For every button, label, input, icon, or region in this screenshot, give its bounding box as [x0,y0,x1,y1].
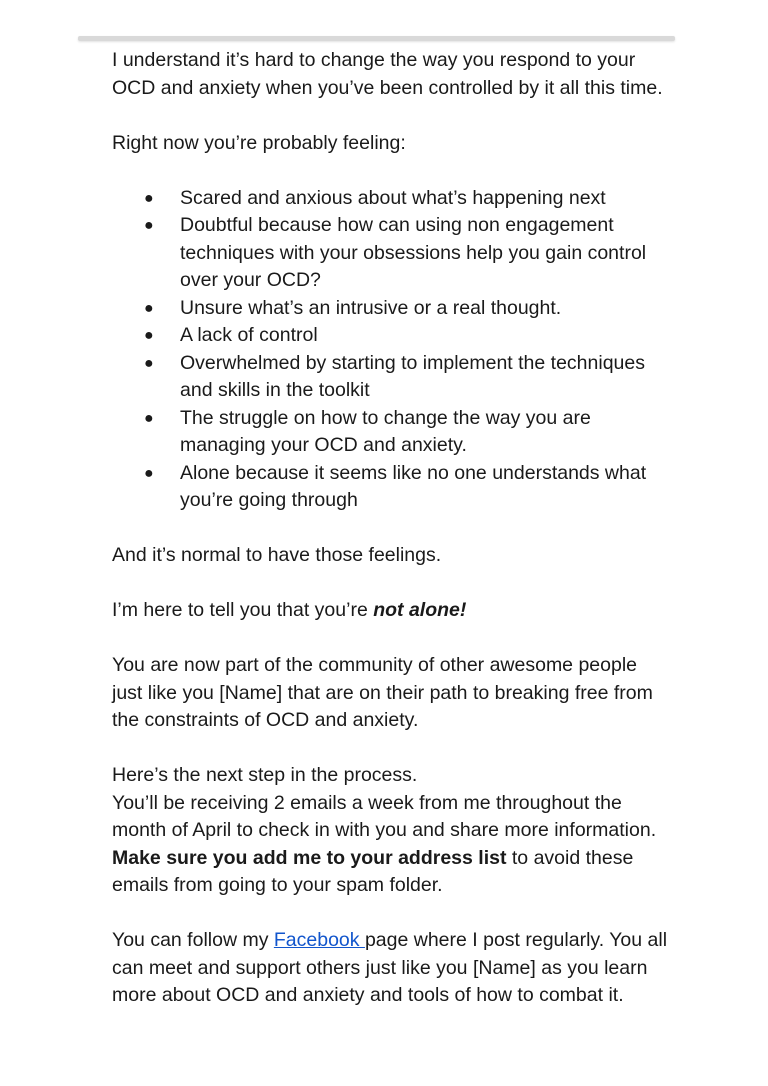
email-body [112,47,672,1010]
intro-paragraph: I understand it’s hard to change the way you respond to your OCD and anxiety when you’ve been controlled by it all this time. [112,49,663,99]
list-item: ● Unsure what’s an intrusive or a real thought. [112,295,672,323]
bullet-icon: ● [144,299,154,317]
list-item: ● Scared and anxious about what’s happening next [112,185,672,213]
bullet-icon: ● [144,327,154,344]
bullet-icon: ● [144,189,154,207]
list-item: ● Doubtful because how can using non engagement techniques with your obsessions help you gain control over your OCD? [144,214,647,291]
facebook-link[interactable]: Facebook [273,929,365,951]
community-paragraph: You are now part of the community of other awesome people just like you [Name] that are on their path to breaking free from the constraints of OCD and anxiety. [112,654,653,731]
feelings-lead: Right now you’re probably feeling: [112,131,406,154]
address-list-emphasis: Make sure you add me to your address list [112,846,507,869]
normal-paragraph: And it’s normal to have those feelings. [112,544,442,566]
not-alone-emphasis: not alone! [373,599,467,621]
list-item: ● Overwhelmed by starting to implement the techniques and skills in the toolkit [144,351,645,401]
bullet-icon: ● [144,354,154,372]
spacer [112,157,672,185]
feelings-list [112,185,672,515]
next-step-paragraph: Here’s the next step in the process. You’ll be receiving 2 emails a week from me throughout the month of April to check in with you and share more information. Make sure you add me to your address list to avoid these emails from going to your spam folder. [112,764,657,896]
list-item: ● Alone because it seems like no one understands what you’re going through [144,461,647,511]
facebook-paragraph: You can follow my Facebook page where I post regularly. You all can meet and support others just like you [Name] as you learn more about OCD and anxiety and tools of how to combat it. [112,929,668,1006]
top-divider [78,36,675,41]
not-alone-paragraph: I’m here to tell you that you’re not alone! [112,599,467,621]
list-item: ● The struggle on how to change the way you are managing your OCD and anxiety. [144,406,591,456]
bullet-icon: ● [144,409,154,427]
bullet-icon: ● [144,464,154,482]
list-item: ● A lack of control [112,322,672,350]
bullet-icon: ● [144,217,154,234]
